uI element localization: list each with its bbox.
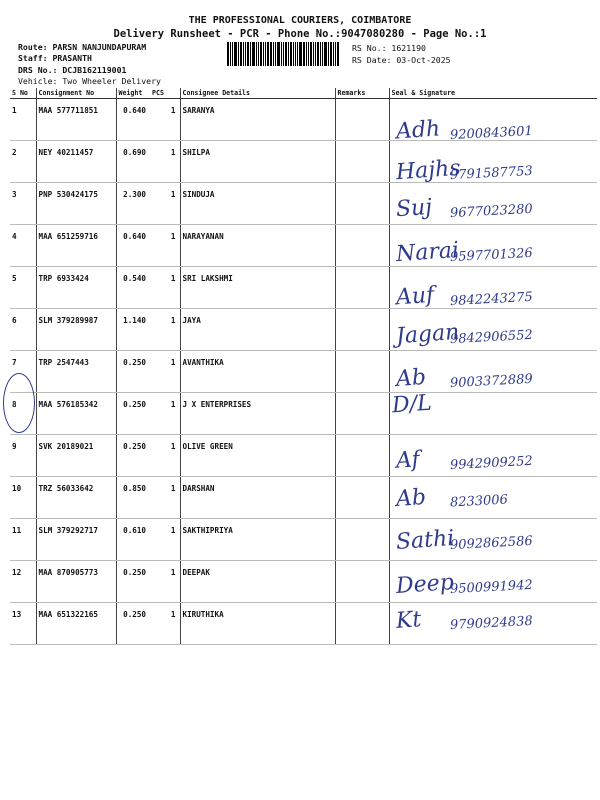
cell-remarks bbox=[335, 435, 389, 477]
handwritten-phone: 9003372889 bbox=[449, 371, 534, 392]
handwritten-signature: Sathi bbox=[395, 525, 456, 556]
cell-consignee: J X ENTERPRISES bbox=[180, 393, 335, 435]
barcode-bar bbox=[310, 42, 312, 66]
handwritten-phone: 9597701326 bbox=[449, 245, 534, 266]
cell-pcs: 1 bbox=[150, 183, 180, 225]
handwritten-phone: 8233006 bbox=[449, 492, 509, 511]
col-sno-header: S No bbox=[10, 88, 36, 99]
cell-pcs: 1 bbox=[150, 435, 180, 477]
cell-sno: 3 bbox=[10, 183, 36, 225]
cell-pcs: 1 bbox=[150, 309, 180, 351]
drs-number: DRS No.: DCJB162119001 bbox=[18, 65, 127, 75]
table-row bbox=[10, 393, 597, 435]
cell-weight: 2.300 bbox=[116, 183, 150, 225]
handwritten-phone: 9842243275 bbox=[449, 289, 534, 310]
barcode-bar bbox=[263, 42, 264, 66]
cell-pcs: 1 bbox=[150, 519, 180, 561]
cell-remarks bbox=[335, 477, 389, 519]
cell-remarks bbox=[335, 393, 389, 435]
handwritten-signature: Deep bbox=[395, 570, 455, 599]
cell-remarks bbox=[335, 183, 389, 225]
barcode-bar bbox=[267, 42, 269, 66]
cell-weight: 0.690 bbox=[116, 141, 150, 183]
barcode-bar bbox=[333, 42, 334, 66]
cell-sno: 6 bbox=[10, 309, 36, 351]
col-weight-header: Weight bbox=[116, 88, 150, 99]
barcode-bar bbox=[273, 42, 274, 66]
cell-pcs: 1 bbox=[150, 267, 180, 309]
cell-weight: 0.850 bbox=[116, 477, 150, 519]
handwritten-phone: 9500991942 bbox=[449, 577, 534, 598]
barcode-bar bbox=[250, 42, 251, 66]
col-pcs-header: PCS bbox=[150, 88, 180, 99]
cell-sno: 5 bbox=[10, 267, 36, 309]
handwritten-phone: 9092862586 bbox=[449, 533, 534, 554]
cell-remarks bbox=[335, 141, 389, 183]
cell-sno: 9 bbox=[10, 435, 36, 477]
cell-consignment: SLM 379292717 bbox=[36, 519, 116, 561]
handwritten-signature: Adh bbox=[395, 116, 441, 145]
barcode-bar bbox=[335, 42, 336, 66]
cell-pcs: 1 bbox=[150, 561, 180, 603]
cell-weight: 0.250 bbox=[116, 435, 150, 477]
cell-consignee: DEEPAK bbox=[180, 561, 335, 603]
table-header-row bbox=[10, 88, 597, 99]
barcode-bar bbox=[324, 42, 327, 66]
handwritten-signature: Ab bbox=[395, 484, 427, 513]
barcode-bar bbox=[238, 42, 239, 66]
cell-pcs: 1 bbox=[150, 393, 180, 435]
barcode-bar bbox=[256, 42, 257, 66]
row-8-circle-mark bbox=[3, 373, 35, 433]
cell-consignee: KIRUTHIKA bbox=[180, 603, 335, 645]
cell-consignment: SLM 379289987 bbox=[36, 309, 116, 351]
cell-weight: 0.250 bbox=[116, 351, 150, 393]
cell-consignment: TRP 6933424 bbox=[36, 267, 116, 309]
handwritten-signature: D/L bbox=[391, 390, 433, 419]
cell-sno: 11 bbox=[10, 519, 36, 561]
barcode-bar bbox=[240, 42, 242, 66]
cell-sno: 13 bbox=[10, 603, 36, 645]
cell-sno: 4 bbox=[10, 225, 36, 267]
cell-weight: 0.250 bbox=[116, 603, 150, 645]
barcode-bar bbox=[330, 42, 332, 66]
cell-consignment: MAA 651259716 bbox=[36, 225, 116, 267]
barcode-bar bbox=[290, 42, 292, 66]
barcode-bar bbox=[297, 42, 298, 66]
barcode-bar bbox=[232, 42, 233, 66]
barcode-bar bbox=[293, 42, 294, 66]
cell-consignee: NARAYANAN bbox=[180, 225, 335, 267]
handwritten-signature: Hajhs bbox=[395, 155, 462, 186]
barcode-bar bbox=[265, 42, 266, 66]
cell-sno: 8 bbox=[10, 393, 36, 435]
barcode-bar bbox=[306, 42, 307, 66]
handwritten-phone: 9200843601 bbox=[449, 123, 534, 144]
barcode-bar bbox=[288, 42, 289, 66]
cell-weight: 0.250 bbox=[116, 561, 150, 603]
barcode-bar bbox=[328, 42, 329, 66]
barcode-bar bbox=[295, 42, 296, 66]
cell-consignee: DARSHAN bbox=[180, 477, 335, 519]
cell-consignee: SAKTHIPRIYA bbox=[180, 519, 335, 561]
barcode-bar bbox=[322, 42, 323, 66]
cell-consignee: SHILPA bbox=[180, 141, 335, 183]
barcode-bar bbox=[227, 42, 229, 66]
rs-date: RS Date: 03-Oct-2025 bbox=[352, 55, 451, 65]
cell-pcs: 1 bbox=[150, 477, 180, 519]
route-label: Route: PARSN NANJUNDAPURAM bbox=[18, 42, 147, 52]
runsheet-subtitle: Delivery Runsheet - PCR - Phone No.:9047080280 - Page No.:1 bbox=[113, 28, 487, 40]
handwritten-signature: Kt bbox=[395, 607, 423, 634]
barcode-bar bbox=[258, 42, 259, 66]
cell-sno: 2 bbox=[10, 141, 36, 183]
cell-consignment: PNP 530424175 bbox=[36, 183, 116, 225]
barcode-bar bbox=[270, 42, 272, 66]
cell-weight: 0.610 bbox=[116, 519, 150, 561]
barcode-bar bbox=[313, 42, 314, 66]
handwritten-signature: Ab bbox=[395, 364, 427, 393]
cell-consignment: NEY 40211457 bbox=[36, 141, 116, 183]
barcode-bar bbox=[275, 42, 276, 66]
handwritten-phone: 9842906552 bbox=[449, 327, 534, 348]
handwritten-signature: Auf bbox=[395, 282, 436, 311]
col-consignee-header: Consignee Details bbox=[180, 88, 335, 99]
col-remarks-header: Remarks bbox=[335, 88, 389, 99]
cell-weight: 0.250 bbox=[116, 393, 150, 435]
cell-remarks bbox=[335, 267, 389, 309]
barcode-bar bbox=[230, 42, 231, 66]
cell-remarks bbox=[335, 561, 389, 603]
staff-label: Staff: PRASANTH bbox=[18, 53, 92, 63]
col-seal-header: Seal & Signature bbox=[389, 88, 597, 99]
cell-remarks bbox=[335, 225, 389, 267]
barcode-bar bbox=[320, 42, 321, 66]
barcode-bar bbox=[277, 42, 280, 66]
cell-remarks bbox=[335, 603, 389, 645]
handwritten-signature: Suj bbox=[395, 194, 433, 223]
barcode-bar bbox=[252, 42, 255, 66]
barcode-image bbox=[227, 42, 347, 66]
barcode-bar bbox=[283, 42, 284, 66]
barcode-bar bbox=[308, 42, 309, 66]
rs-number: RS No.: 1621190 bbox=[352, 43, 426, 53]
cell-pcs: 1 bbox=[150, 141, 180, 183]
cell-sno: 7 bbox=[10, 351, 36, 393]
cell-consignment: MAA 651322165 bbox=[36, 603, 116, 645]
barcode-bar bbox=[245, 42, 246, 66]
handwritten-phone: 9677023280 bbox=[449, 201, 534, 222]
handwritten-signature: Af bbox=[395, 447, 421, 474]
handwritten-signature: Narai bbox=[395, 237, 460, 268]
cell-consignment: MAA 870905773 bbox=[36, 561, 116, 603]
cell-consignee: JAYA bbox=[180, 309, 335, 351]
col-consignment-header: Consignment No bbox=[36, 88, 116, 99]
cell-consignee: OLIVE GREEN bbox=[180, 435, 335, 477]
cell-consignment: SVK 20189021 bbox=[36, 435, 116, 477]
cell-weight: 1.140 bbox=[116, 309, 150, 351]
barcode-bar bbox=[299, 42, 302, 66]
barcode-bar bbox=[281, 42, 282, 66]
cell-consignee: SARANYA bbox=[180, 99, 335, 141]
vehicle-label: Vehicle: Two Wheeler Delivery bbox=[18, 76, 161, 86]
cell-consignment: TRP 2547443 bbox=[36, 351, 116, 393]
cell-weight: 0.640 bbox=[116, 225, 150, 267]
table-row bbox=[10, 477, 597, 519]
cell-consignment: MAA 577711851 bbox=[36, 99, 116, 141]
cell-consignment: TRZ 56033642 bbox=[36, 477, 116, 519]
cell-consignee: AVANTHIKA bbox=[180, 351, 335, 393]
cell-pcs: 1 bbox=[150, 225, 180, 267]
company-title: THE PROFESSIONAL COURIERS, COIMBATORE bbox=[188, 15, 412, 26]
cell-pcs: 1 bbox=[150, 603, 180, 645]
cell-pcs: 1 bbox=[150, 351, 180, 393]
cell-weight: 0.540 bbox=[116, 267, 150, 309]
barcode-bar bbox=[243, 42, 244, 66]
barcode-bar bbox=[317, 42, 319, 66]
cell-sno: 12 bbox=[10, 561, 36, 603]
handwritten-phone: 9790924838 bbox=[449, 613, 534, 634]
cell-sno: 10 bbox=[10, 477, 36, 519]
cell-remarks bbox=[335, 519, 389, 561]
handwritten-phone: 9791587753 bbox=[449, 163, 534, 184]
cell-remarks bbox=[335, 99, 389, 141]
barcode-bar bbox=[260, 42, 262, 66]
barcode-bar bbox=[337, 42, 339, 66]
cell-weight: 0.640 bbox=[116, 99, 150, 141]
cell-consignee: SINDUJA bbox=[180, 183, 335, 225]
cell-remarks bbox=[335, 309, 389, 351]
handwritten-signature: Jagan bbox=[395, 319, 461, 350]
cell-remarks bbox=[335, 351, 389, 393]
barcode-bar bbox=[315, 42, 316, 66]
cell-sno: 1 bbox=[10, 99, 36, 141]
barcode-bar bbox=[234, 42, 237, 66]
cell-consignment: MAA 576185342 bbox=[36, 393, 116, 435]
cell-pcs: 1 bbox=[150, 99, 180, 141]
handwritten-phone: 9942909252 bbox=[449, 453, 534, 474]
barcode-bar bbox=[247, 42, 249, 66]
barcode-bar bbox=[303, 42, 305, 66]
cell-consignee: SRI LAKSHMI bbox=[180, 267, 335, 309]
barcode-bar bbox=[285, 42, 287, 66]
